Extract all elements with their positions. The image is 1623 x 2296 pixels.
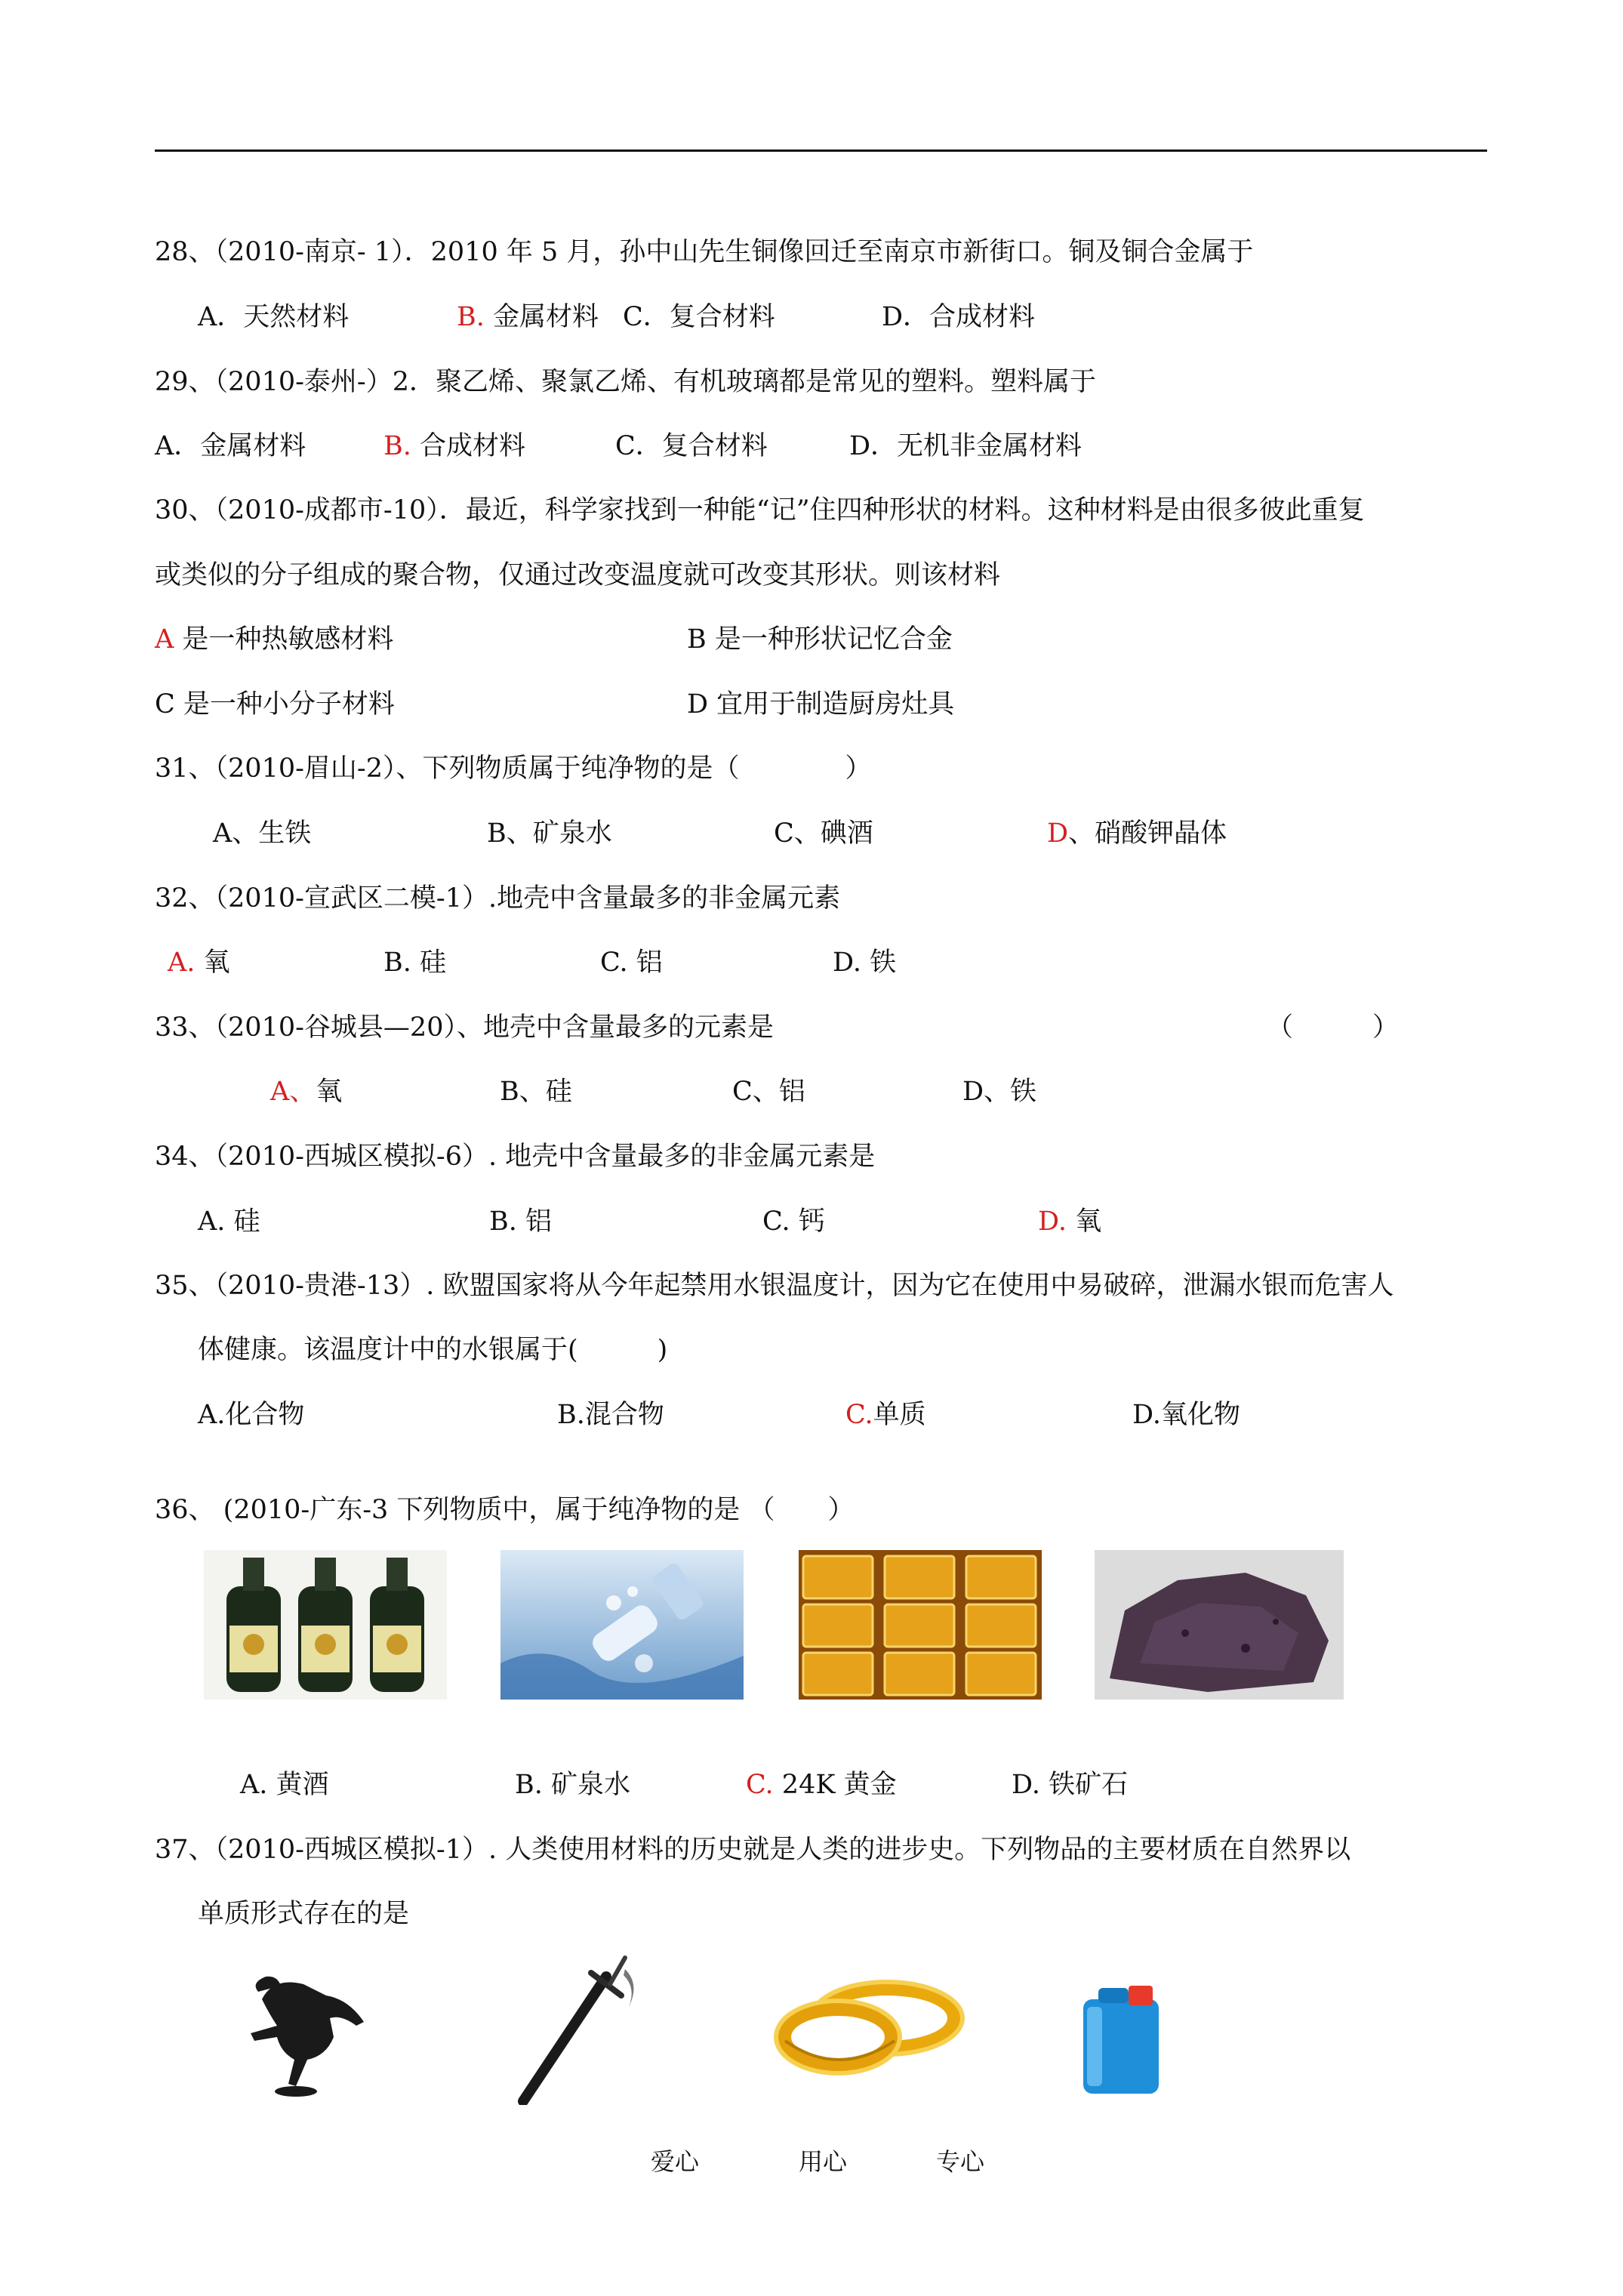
q28-option-d: D．合成材料 <box>882 302 1036 332</box>
q28-option-b <box>457 300 599 334</box>
q37-stem-2: 单质形式存在的是 <box>198 1899 410 1929</box>
q32-option-d: D. 铁 <box>833 948 897 978</box>
q35-stem-1: 35、（2010-贵港-13）. 欧盟国家将从今年起禁用水银温度计，因为它在使用中易破碎，泄漏水银而危害人 <box>155 1271 1394 1301</box>
q30-stem-2: 或类似的分子组成的聚合物，仅通过改变温度就可改变其形状。则该材料 <box>155 560 1001 590</box>
q30-option-c: C 是一种小分子材料 <box>155 689 395 720</box>
q36-option-b: B. 矿泉水 <box>515 1770 630 1800</box>
q31-stem: 31、（2010-眉山-2）、下列物质属于纯净物的是（ ） <box>155 754 872 784</box>
plastic-canister-icon <box>1076 1977 1174 2097</box>
q31-option-d <box>1047 817 1227 850</box>
q29-option-d: D．无机非金属材料 <box>849 431 1083 461</box>
q31-option-a: A、生铁 <box>213 818 312 849</box>
gold-bracelets-icon <box>770 1965 974 2090</box>
q33-option-d: D、铁 <box>962 1077 1037 1107</box>
answer-marker: C. <box>845 1400 873 1430</box>
q30-option-b: B 是一种形状记忆合金 <box>687 624 953 655</box>
q29-stem: 29、（2010-泰州-）2．聚乙烯、聚氯乙烯、有机玻璃都是常见的塑料。塑料属于 <box>155 367 1097 397</box>
q30-option-a <box>155 623 393 656</box>
q28-option-c: C．复合材料 <box>623 302 775 332</box>
q34-stem: 34、（2010-西城区模拟-6）. 地壳中含量最多的非金属元素是 <box>155 1142 876 1172</box>
q34-option-c: C. 钙 <box>762 1207 825 1237</box>
header-rule <box>155 149 1487 152</box>
answer-marker: D. <box>1038 1207 1067 1237</box>
gold-bars-image <box>799 1550 1042 1700</box>
q31-option-d-text: 、硝酸钾晶体 <box>1068 818 1227 849</box>
q32-option-c: C. 铝 <box>600 948 663 978</box>
q36-option-a: A. 黄酒 <box>240 1770 329 1800</box>
q30-option-d: D 宜用于制造厨房灶具 <box>687 689 955 720</box>
q29-option-c: C．复合材料 <box>615 431 768 461</box>
footer-love: 爱心 <box>651 2147 700 2176</box>
q35-option-c-text: 单质 <box>873 1400 926 1430</box>
q31-option-c: C、碘酒 <box>774 818 873 849</box>
q33-answer-paren: （ ） <box>1267 1012 1400 1043</box>
q29-option-b <box>383 430 525 463</box>
q35-option-b: B.混合物 <box>557 1400 664 1430</box>
q34-option-d <box>1038 1205 1101 1238</box>
q32-option-b: B. 硅 <box>383 948 446 978</box>
bronze-horse-icon <box>236 1954 387 2105</box>
q33-option-c: C、铝 <box>732 1077 805 1107</box>
q28-option-a: A．天然材料 <box>198 302 350 332</box>
q34-option-a: A. 硅 <box>198 1207 260 1237</box>
q35-option-c <box>845 1398 926 1432</box>
q35-option-d: D.氧化物 <box>1132 1400 1240 1430</box>
answer-marker: B. <box>383 431 411 461</box>
q36-option-c <box>746 1768 897 1801</box>
iron-ore-image <box>1095 1550 1344 1700</box>
q33-option-b: B、硅 <box>500 1077 572 1107</box>
q37-stem-1: 37、（2010-西城区模拟-1）. 人类使用材料的历史就是人类的进步史。下列物品的主要材质在自然界以 <box>155 1835 1351 1865</box>
yellow-wine-bottles-image <box>204 1550 447 1700</box>
q29-option-b-text: 合成材料 <box>411 431 525 461</box>
q30-stem-1: 30、（2010-成都市-10）．最近，科学家找到一种能“记”住四种形状的材料。这种材料是由很多彼此重复 <box>155 495 1365 525</box>
q34-option-b: B. 铝 <box>489 1207 552 1237</box>
q32-stem: 32、（2010-宣武区二模-1）.地壳中含量最多的非金属元素 <box>155 883 841 914</box>
q36-option-c-text: 24K 黄金 <box>773 1770 897 1800</box>
q35-stem-2: 体健康。该温度计中的水银属于( ) <box>198 1335 668 1365</box>
mineral-water-image <box>500 1550 744 1700</box>
q30-option-a-text: 是一种热敏感材料 <box>174 624 394 655</box>
q31-option-b: B、矿泉水 <box>487 818 612 849</box>
answer-marker: A <box>155 624 174 655</box>
q36-option-d: D. 铁矿石 <box>1012 1770 1129 1800</box>
answer-marker: A、 <box>270 1077 316 1107</box>
answer-marker: D <box>1047 818 1069 849</box>
q32-option-a <box>168 946 230 979</box>
q36-stem: 36、 (2010-广东-3 下列物质中，属于纯净物的是 （ ） <box>155 1495 855 1525</box>
answer-marker: A. <box>168 948 196 978</box>
q33-option-a <box>270 1075 342 1108</box>
footer-care: 用心 <box>799 2147 848 2176</box>
q35-option-a: A.化合物 <box>198 1400 305 1430</box>
q28-stem: 28、（2010-南京- 1）．2010 年 5 月，孙中山先生铜像回迁至南京市新街口。铜及铜合金属于 <box>155 237 1254 267</box>
footer-focus: 专心 <box>936 2147 985 2176</box>
sword-icon <box>512 1954 663 2105</box>
q29-option-a: A．金属材料 <box>155 431 306 461</box>
answer-marker: B. <box>457 302 485 332</box>
q33-option-a-text: 氧 <box>316 1077 343 1107</box>
q33-stem: 33、（2010-谷城县—20）、地壳中含量最多的元素是 <box>155 1012 774 1043</box>
q32-option-a-text: 氧 <box>195 948 230 978</box>
q34-option-d-text: 氧 <box>1066 1207 1102 1237</box>
answer-marker: C. <box>746 1770 774 1800</box>
q28-option-b-text: 金属材料 <box>484 302 599 332</box>
